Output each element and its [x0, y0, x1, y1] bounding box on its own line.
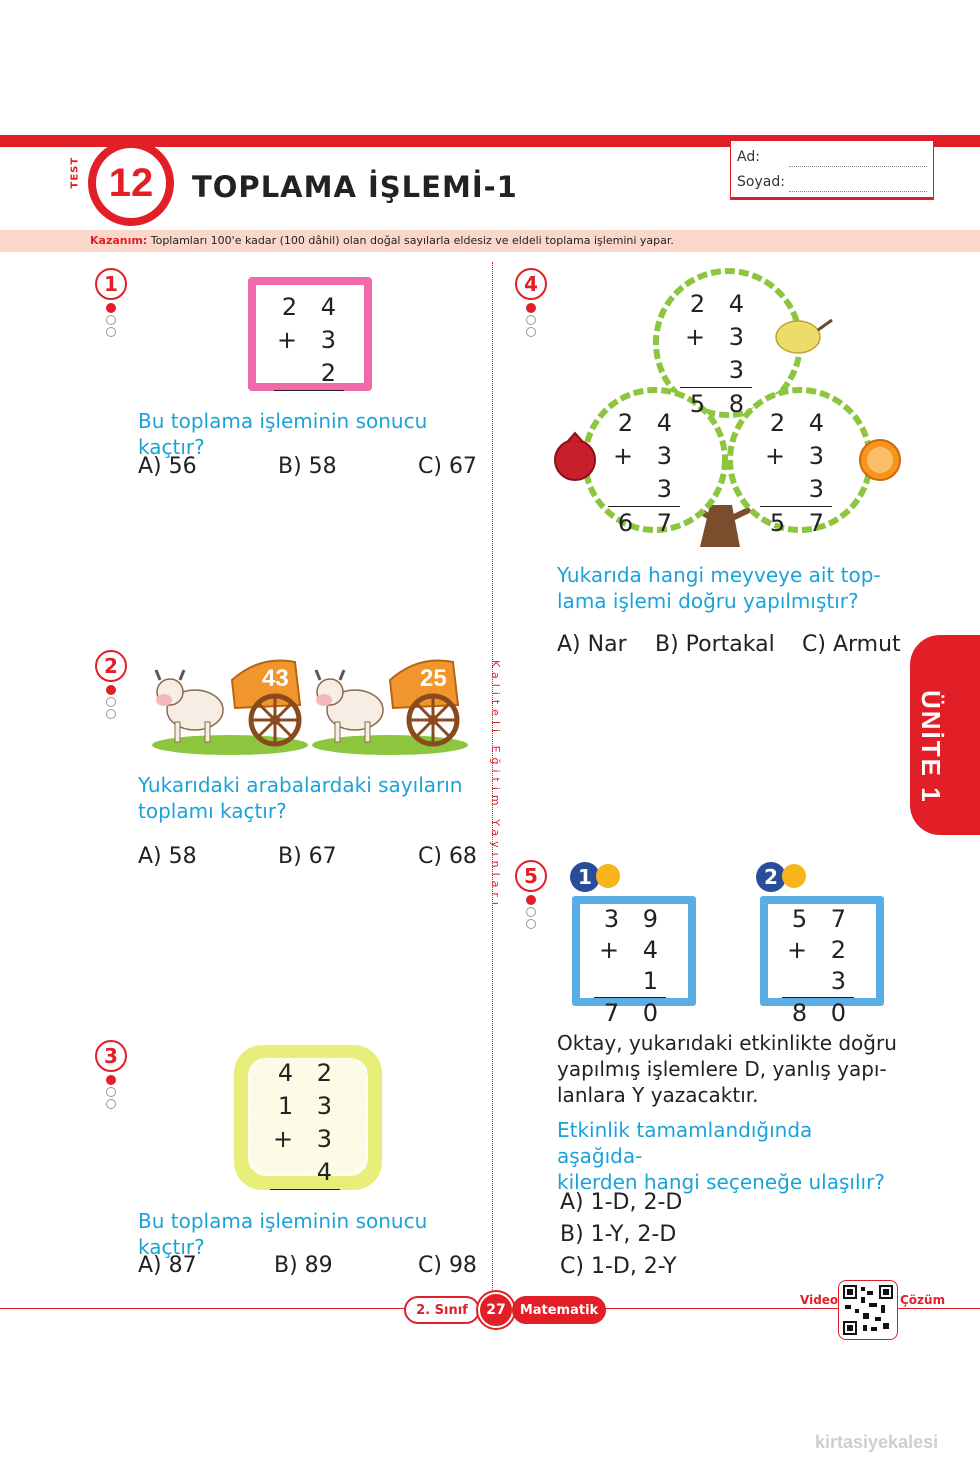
- q1-option-c[interactable]: C) 67: [418, 454, 477, 479]
- outcome-label: Kazanım:: [90, 234, 148, 247]
- difficulty-dots: [106, 685, 118, 721]
- q3-addend-2: 1 3: [277, 1092, 340, 1120]
- q1-addend-2: + 3 2: [276, 326, 344, 387]
- q4-option-c[interactable]: C) Armut: [802, 632, 901, 657]
- cart-1-number: 43: [262, 665, 289, 692]
- name-field[interactable]: [789, 165, 927, 167]
- q2-option-b[interactable]: B) 67: [278, 844, 337, 869]
- q5-option-b[interactable]: B) 1-Y, 2-D: [560, 1222, 677, 1247]
- q2-option-a[interactable]: A) 58: [138, 844, 197, 869]
- publisher-side-text: Kaliteli Eğitim Yayınları: [489, 660, 502, 910]
- q3-option-a[interactable]: A) 87: [138, 1253, 197, 1278]
- q4-left-addend-2: + 3 3: [612, 442, 680, 503]
- q4-option-a[interactable]: A) Nar: [557, 632, 627, 657]
- watermark: kirtasiyekalesi: [815, 1432, 939, 1452]
- sun-icon: [782, 864, 806, 888]
- q5-box-2-addend-1: 5 7: [791, 905, 854, 933]
- solution-label: Çözüm: [900, 1293, 946, 1307]
- q1-operation: [262, 291, 344, 391]
- q5-body-line-3: lanlara Y yazacaktır.: [557, 1083, 759, 1107]
- q4-top-addend-2: + 3 3: [684, 323, 752, 384]
- q3-option-c[interactable]: C) 98: [418, 1253, 477, 1278]
- question-5-number: 5: [515, 860, 547, 892]
- q3-addend-3: + 3 4: [272, 1125, 340, 1186]
- q4-question-line-2: lama işlemi doğru yapılmıştır?: [557, 589, 859, 613]
- q5-option-a[interactable]: A) 1-D, 2-D: [560, 1190, 683, 1215]
- q4-option-b[interactable]: B) Portakal: [655, 632, 775, 657]
- q1-sum-line: [274, 390, 344, 391]
- box-1-label: 1: [570, 862, 600, 892]
- difficulty-dots: [106, 303, 118, 339]
- q5-question-line-1: Etkinlik tamamlandığında aşağıda-: [557, 1118, 813, 1168]
- q1-option-b[interactable]: B) 58: [278, 454, 337, 479]
- test-number: 12: [96, 148, 166, 218]
- q3-operation: [260, 1057, 340, 1190]
- q5-body-line-1: Oktay, yukarıdaki etkinlikte doğru: [557, 1031, 897, 1055]
- question-3-number: 3: [95, 1040, 127, 1072]
- page-title: TOPLAMA İŞLEMİ-1: [192, 170, 518, 204]
- qr-code-icon: [843, 1285, 893, 1335]
- test-label: TEST: [69, 156, 81, 189]
- q3-option-b[interactable]: B) 89: [274, 1253, 333, 1278]
- surname-label: Soyad:: [737, 174, 785, 190]
- question-2-number: 2: [95, 650, 127, 682]
- name-label: Ad:: [737, 149, 760, 165]
- q4-right-operation: [752, 407, 832, 540]
- q5-box-1-operation: [586, 904, 666, 1029]
- sun-icon: [596, 864, 620, 888]
- q1-addend-1: 2 4: [281, 293, 344, 321]
- q4-left-operation: [600, 407, 680, 540]
- q2-question-line-2: toplamı kaçtır?: [138, 799, 287, 823]
- q4-right-addend-2: + 3 3: [764, 442, 832, 503]
- qr-code-button[interactable]: [838, 1280, 898, 1340]
- q4-top-operation: [672, 288, 752, 421]
- outcome-text: Toplamları 100'e kadar (100 dâhil) olan doğal sayılarla eldesiz ve eldeli toplama işlemini yapar.: [150, 234, 674, 247]
- q4-left-result: 6 7: [617, 509, 680, 537]
- q5-option-c[interactable]: C) 1-D, 2-Y: [560, 1254, 677, 1279]
- page-number: 27: [478, 1292, 514, 1328]
- q4-left-addend-1: 2 4: [617, 409, 680, 437]
- subject-pill: Matematik: [512, 1296, 606, 1324]
- q5-box-1-addend-2: + 4 1: [598, 936, 666, 995]
- q5-box-1-result: 7 0: [603, 999, 666, 1027]
- q4-question: [557, 562, 902, 614]
- cart-2-number: 25: [420, 665, 447, 692]
- grade-pill: 2. Sınıf: [404, 1296, 480, 1324]
- q1-option-a[interactable]: A) 56: [138, 454, 197, 479]
- q5-question-line-2: kilerden hangi seçeneğe ulaşılır?: [557, 1170, 885, 1194]
- question-4-number: 4: [515, 268, 547, 300]
- box-2-label: 2: [756, 862, 786, 892]
- difficulty-dots: [106, 1075, 118, 1111]
- q4-top-addend-1: 2 4: [689, 290, 752, 318]
- q4-right-addend-1: 2 4: [769, 409, 832, 437]
- q5-question: [557, 1117, 902, 1195]
- q4-right-result: 5 7: [769, 509, 832, 537]
- q2-option-c[interactable]: C) 68: [418, 844, 477, 869]
- q5-body-line-2: yapılmış işlemlere D, yanlış yapı-: [557, 1057, 887, 1081]
- q4-top-result: 5 8: [689, 390, 752, 418]
- q5-box-1-addend-1: 3 9: [603, 905, 666, 933]
- q5-box-2-result: 8 0: [791, 999, 854, 1027]
- q3-question: Bu toplama işleminin sonucu kaçtır?: [138, 1209, 428, 1259]
- q3-sum-line: [270, 1189, 340, 1190]
- q3-addend-1: 4 2: [277, 1059, 340, 1087]
- name-box: [730, 140, 934, 200]
- surname-field[interactable]: [789, 190, 927, 192]
- q5-box-2-operation: [774, 904, 854, 1029]
- q2-question: [138, 772, 488, 824]
- q5-box-2-addend-2: + 2 3: [786, 936, 854, 995]
- video-label: Video: [800, 1293, 839, 1307]
- unit-tab-label: ÜNİTE 1: [916, 690, 946, 804]
- q2-question-line-1: Yukarıdaki arabalardaki sayıların: [138, 773, 463, 797]
- question-1-number: 1: [95, 268, 127, 300]
- q1-question: Bu toplama işleminin sonucu kaçtır?: [138, 409, 428, 459]
- difficulty-dots: [526, 895, 538, 931]
- q5-body: [557, 1030, 902, 1108]
- difficulty-dots: [526, 303, 538, 339]
- learning-outcome-bar: [0, 230, 980, 252]
- q4-question-line-1: Yukarıda hangi meyveye ait top-: [557, 563, 881, 587]
